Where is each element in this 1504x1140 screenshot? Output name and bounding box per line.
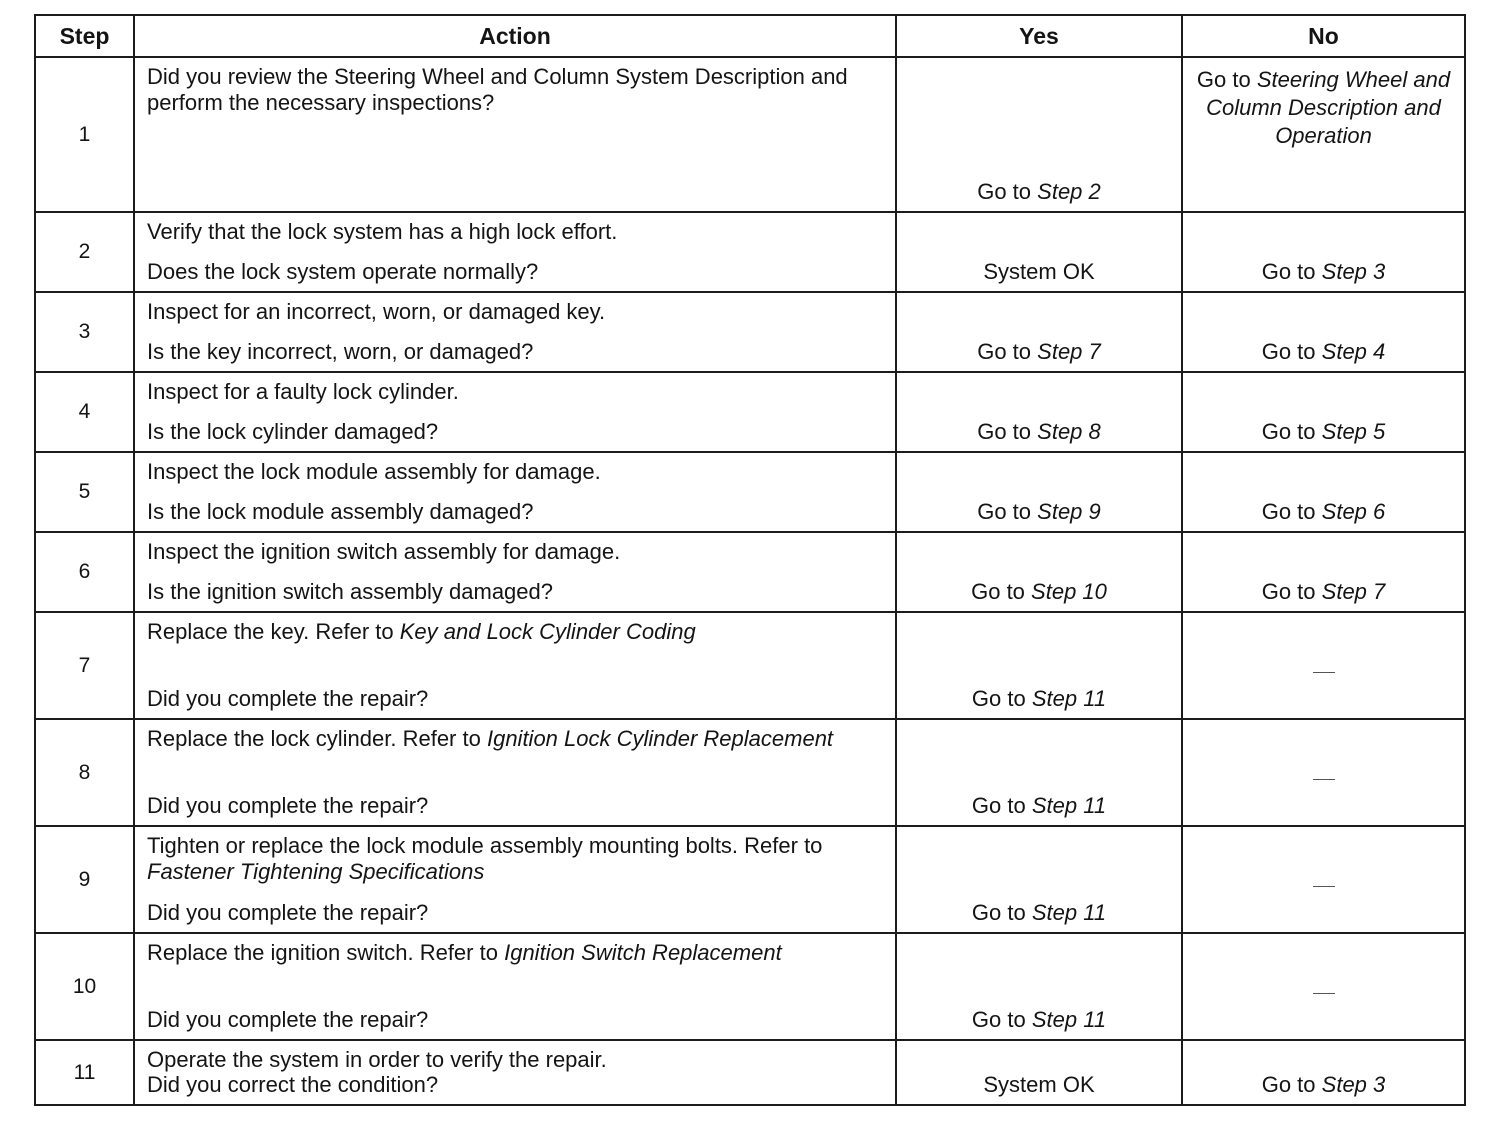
no-cell bbox=[1182, 372, 1465, 452]
action-reference: Key and Lock Cylinder Coding bbox=[399, 619, 696, 644]
step-number: 6 bbox=[35, 532, 134, 612]
dash-mark bbox=[1313, 779, 1335, 780]
header-step: Step bbox=[35, 15, 134, 57]
header-no: No bbox=[1182, 15, 1465, 57]
no-prefix: Go to bbox=[1261, 1072, 1316, 1097]
header-yes: Yes bbox=[896, 15, 1182, 57]
table-row bbox=[35, 292, 1465, 372]
step-number: 11 bbox=[35, 1040, 134, 1105]
action-cell bbox=[134, 933, 896, 1040]
action-instruction: Inspect the ignition switch assembly for damage. bbox=[147, 539, 621, 564]
yes-cell bbox=[896, 292, 1182, 372]
action-cell bbox=[134, 532, 896, 612]
yes-prefix: Go to bbox=[971, 579, 1025, 604]
yes-cell bbox=[896, 452, 1182, 532]
step-number: 8 bbox=[35, 719, 134, 826]
action-question: Did you complete the repair? bbox=[147, 686, 429, 711]
no-step-reference: Step 6 bbox=[1321, 499, 1386, 524]
action-cell bbox=[134, 212, 896, 292]
step-number: 7 bbox=[35, 612, 134, 719]
action-instruction: Replace the key. Refer to bbox=[147, 619, 394, 644]
no-cell bbox=[1182, 719, 1465, 826]
yes-step-reference: Step 2 bbox=[1037, 179, 1101, 204]
no-step-reference: Step 3 bbox=[1321, 259, 1386, 284]
dash-mark bbox=[1313, 993, 1335, 994]
no-prefix: Go to bbox=[1261, 419, 1316, 444]
yes-prefix: System OK bbox=[983, 259, 1095, 284]
table-row bbox=[35, 1040, 1465, 1105]
no-cell bbox=[1182, 452, 1465, 532]
action-question: Is the ignition switch assembly damaged? bbox=[147, 579, 553, 604]
table-row bbox=[35, 212, 1465, 292]
yes-cell bbox=[896, 1040, 1182, 1105]
yes-prefix: Go to bbox=[971, 686, 1026, 711]
yes-prefix: Go to bbox=[977, 339, 1032, 364]
table-row bbox=[35, 933, 1465, 1040]
table-row bbox=[35, 719, 1465, 826]
no-step-reference: Step 3 bbox=[1321, 1072, 1386, 1097]
action-question: Did you complete the repair? bbox=[147, 900, 429, 925]
table-row bbox=[35, 452, 1465, 532]
action-reference: Ignition Switch Replacement bbox=[504, 940, 782, 965]
yes-prefix: System OK bbox=[983, 1072, 1095, 1097]
action-question: Did you complete the repair? bbox=[147, 1007, 429, 1032]
step-number: 10 bbox=[35, 933, 134, 1040]
no-prefix: Go to bbox=[1261, 259, 1316, 284]
step-number: 9 bbox=[35, 826, 134, 933]
action-cell bbox=[134, 292, 896, 372]
dash-mark bbox=[1313, 886, 1335, 887]
no-cell bbox=[1182, 933, 1465, 1040]
action-cell bbox=[134, 612, 896, 719]
action-instruction: Inspect for a faulty lock cylinder. bbox=[147, 379, 459, 404]
yes-prefix: Go to bbox=[971, 900, 1026, 925]
yes-step-reference: Step 11 bbox=[1031, 900, 1107, 925]
no-cell bbox=[1182, 826, 1465, 933]
table-row bbox=[35, 612, 1465, 719]
yes-prefix: Go to bbox=[971, 1007, 1026, 1032]
action-cell bbox=[134, 719, 896, 826]
yes-step-reference: Step 7 bbox=[1037, 339, 1101, 364]
no-cell bbox=[1182, 532, 1465, 612]
action-cell bbox=[134, 826, 896, 933]
yes-step-reference: Step 11 bbox=[1031, 793, 1107, 818]
step-number: 3 bbox=[35, 292, 134, 372]
header-row bbox=[35, 15, 1465, 57]
yes-cell bbox=[896, 57, 1182, 212]
step-number: 2 bbox=[35, 212, 134, 292]
yes-prefix: Go to bbox=[977, 179, 1032, 204]
action-question: Is the key incorrect, worn, or damaged? bbox=[147, 339, 534, 364]
step-number: 4 bbox=[35, 372, 134, 452]
action-question: Did you correct the condition? bbox=[147, 1072, 439, 1097]
no-prefix: Go to bbox=[1196, 67, 1251, 92]
step-number: 1 bbox=[35, 57, 134, 212]
yes-cell bbox=[896, 212, 1182, 292]
action-instruction: Operate the system in order to verify the repair. bbox=[147, 1047, 607, 1072]
action-question: Is the lock module assembly damaged? bbox=[147, 499, 534, 524]
no-step-reference: Step 5 bbox=[1321, 419, 1386, 444]
yes-step-reference: Step 8 bbox=[1037, 419, 1101, 444]
table-row bbox=[35, 57, 1465, 212]
yes-step-reference: Step 11 bbox=[1031, 1007, 1107, 1032]
no-cell bbox=[1182, 1040, 1465, 1105]
no-prefix: Go to bbox=[1261, 499, 1316, 524]
header-action: Action bbox=[134, 15, 896, 57]
yes-cell bbox=[896, 826, 1182, 933]
no-step-reference: Step 4 bbox=[1321, 339, 1386, 364]
yes-prefix: Go to bbox=[977, 499, 1032, 524]
yes-step-reference: Step 11 bbox=[1031, 686, 1107, 711]
action-instruction: Replace the lock cylinder. Refer to bbox=[147, 726, 481, 751]
action-reference: Ignition Lock Cylinder Replacement bbox=[486, 726, 834, 751]
table-row bbox=[35, 826, 1465, 933]
diagnostic-table bbox=[34, 14, 1466, 1106]
no-prefix: Go to bbox=[1261, 339, 1316, 364]
no-step-reference: Step 7 bbox=[1321, 579, 1386, 604]
action-cell bbox=[134, 1040, 896, 1105]
yes-cell bbox=[896, 719, 1182, 826]
action-question: Is the lock cylinder damaged? bbox=[147, 419, 439, 444]
action-reference: Fastener Tightening Specifications bbox=[147, 859, 485, 884]
yes-step-reference: Step 10 bbox=[1031, 579, 1107, 604]
step-number: 5 bbox=[35, 452, 134, 532]
no-cell bbox=[1182, 292, 1465, 372]
action-instruction: Inspect the lock module assembly for damage. bbox=[147, 459, 601, 484]
action-instruction: Tighten or replace the lock module assembly mounting bolts. Refer to bbox=[147, 833, 823, 858]
yes-prefix: Go to bbox=[971, 793, 1026, 818]
action-instruction: Replace the ignition switch. Refer to bbox=[147, 940, 498, 965]
no-cell bbox=[1182, 612, 1465, 719]
no-prefix: Go to bbox=[1261, 579, 1316, 604]
yes-step-reference: Step 9 bbox=[1037, 499, 1101, 524]
action-cell bbox=[134, 452, 896, 532]
action-instruction: Verify that the lock system has a high lock effort. bbox=[147, 219, 618, 244]
action-instruction: Did you review the Steering Wheel and Column System Description and perform the necessary inspections? bbox=[147, 64, 848, 115]
dash-mark bbox=[1313, 672, 1335, 673]
yes-cell bbox=[896, 933, 1182, 1040]
no-cell bbox=[1182, 57, 1465, 212]
no-reference: Steering Wheel and Column Description and Operation bbox=[1206, 67, 1451, 148]
yes-prefix: Go to bbox=[977, 419, 1032, 444]
action-question: Does the lock system operate normally? bbox=[147, 259, 539, 284]
action-cell bbox=[134, 372, 896, 452]
table-row bbox=[35, 532, 1465, 612]
table-row bbox=[35, 372, 1465, 452]
action-cell bbox=[134, 57, 896, 212]
action-question: Did you complete the repair? bbox=[147, 793, 429, 818]
action-instruction: Inspect for an incorrect, worn, or damaged key. bbox=[147, 299, 606, 324]
yes-cell bbox=[896, 532, 1182, 612]
yes-cell bbox=[896, 372, 1182, 452]
no-cell bbox=[1182, 212, 1465, 292]
yes-cell bbox=[896, 612, 1182, 719]
